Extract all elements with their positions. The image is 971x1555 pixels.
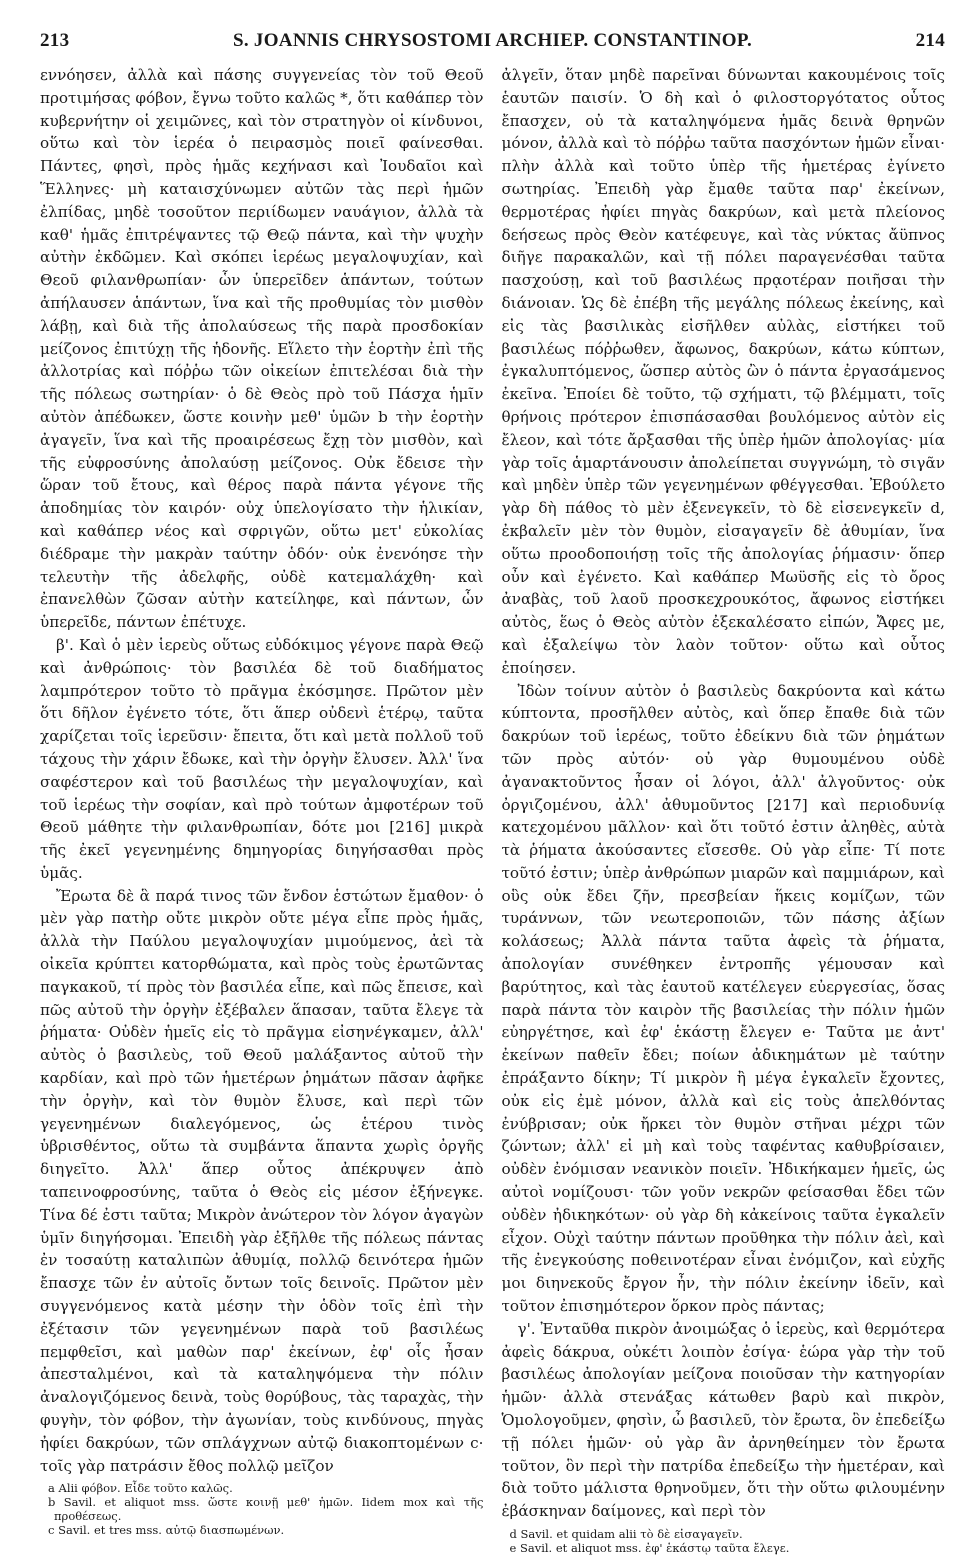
right-column bbox=[502, 64, 946, 1555]
running-title: S. JOANNIS CHRYSOSTOMI ARCHIEP. CONSTANTINOP. bbox=[232, 30, 753, 51]
paragraph: γ'. Ἐνταῦθα πικρὸν ἀνοιμώξας ὁ ἱερεὺς, καὶ θερμότερα ἀφεὶς δάκρυα, οὐκέτι λοιπὸν ἐσίγα· ἑώρα γὰρ τὴν τοῦ βασιλέως ἀπολογίαν μείζονα ποιοῦσαν τὴν κατηγορίαν ἡμῶν· ἀλλὰ στενάξας κάτωθεν βαρὺ καὶ πικρὸν, Ὁμολογοῦμεν, φησὶν, ὦ βασιλεῦ, τὸν ἔρωτα, ὃν ἐπεδείξω τῇ πόλει ἡμῶν· οὐ γὰρ ἂν ἀρνηθείημεν τὸν ἔρωτα τοῦτον, ὃν περὶ τὴν πατρίδα ἐπεδείξω τὴν ἡμετέραν, καὶ διὰ τοῦτο μάλιστα θρηνοῦμεν, ὅτι τὴν οὕτω φιλουμένην ἐβάσκηναν δαίμονες, καὶ περὶ τὸν bbox=[501, 1319, 945, 1521]
paragraph: ἀλγεῖν, ὅταν μηδὲ παρεῖναι δύνωνται κακουμένοις τοῖς ἑαυτῶν παισίν. Ὁ δὴ καὶ ὁ φιλοστοργότατος οὗτος ἔπασχεν, οὐ τὰ καταληψόμενα ἡμᾶς δεινὰ θρηνῶν μόνον, ἀλλὰ καὶ τὸ πόῤῥω ταῦτα πασχόντων ἡμῶν εἶναι· πλὴν ἀλλὰ καὶ τοῦτο ὑπὲρ τῆς ἡμετέρας ἐγίνετο σωτηρίας. Ἐπειδὴ γὰρ ἔμαθε ταῦτα παρ' ἐκείνων, θερμοτέρας ἠφίει πηγὰς δακρύων, καὶ μετὰ πλείονος δεήσεως πρὸς Θεὸν κατέφευγε, καὶ τὰς νύκτας ἄϋπνος διῆγε παρακαλῶν, καὶ τῇ πόλει παραγενέσθαι ταῦτα πασχούσῃ, καὶ τοῦ βασιλέως πρᾳοτέραν ποιῆσαι τὴν διάνοιαν. Ὡς δὲ ἐπέβη τῆς μεγάλης πόλεως ἐκείνης, καὶ εἰς τὰς βασιλικὰς εἰσῆλθεν αὐλὰς, εἱστήκει τοῦ βασιλέως πόῤῥωθεν, ἄφωνος, δακρύων, κάτω κύπτων, ἐγκαλυπτόμενος, ὥσπερ αὐτὸς ὢν ὁ πάντα ἐργασάμενος ἐκεῖνα. Ἐποίει δὲ τοῦτο, τῷ σχήματι, τῷ βλέμματι, τοῖς θρήνοις πρότερον ἐπισπάσασθαι βουλόμενος αὐτὸν εἰς ἔλεον, καὶ τότε ἄρξασθαι τῆς ὑπὲρ ἡμῶν ἀπολογίας· μία γὰρ τοῖς ἁμαρτάνουσιν ἀπολείπεται συγγνώμη, τὸ σιγᾶν καὶ μηδὲν ὑπὲρ τῶν γεγενημένων φθέγγεσθαι. Ἐβούλετο γὰρ δὴ πάθος τὸ μὲν ἐξενεγκεῖν, τὸ δὲ εἰσενεγκεῖν d, ἐκβαλεῖν μὲν τὸν θυμὸν, εἰσαγαγεῖν δὲ ἀθυμίαν, ἵνα οὕτω προοδοποιήσῃ τοῖς τῆς ἀπολογίας ῥήμασιν· ὅπερ οὖν καὶ ἐγένετο. Καὶ καθάπερ Μωϋσῆς εἰς τὸ ὄρος ἀναβὰς, τοῦ λαοῦ προσκεχρουκότος, ἄφωνος εἱστήκει αὐτὸς, ἕως ὁ Θεὸς αὐτὸν ἐξεκαλέσατο εἰπών, Ἄφες με, καὶ ἐξαλείψω τὸν λαὸν τοῦτον· οὕτω καὶ οὗτος ἐποίησεν. bbox=[501, 66, 945, 677]
page-number-right: 214 bbox=[915, 30, 945, 51]
left-column bbox=[40, 64, 484, 1555]
text-columns bbox=[40, 64, 945, 1555]
footnote: e Savil. et aliquot mss. ἐφ' ἑκάστῳ ταῦτα ἔλεγε. bbox=[509, 1541, 790, 1555]
footnotes-right bbox=[502, 1527, 946, 1555]
page-number-left: 213 bbox=[40, 30, 70, 51]
paragraph: Ἔρωτα δὲ ἃ παρά τινος τῶν ἔνδον ἑστώτων ἔμαθον· ὁ μὲν γὰρ πατὴρ οὔτε μικρὸν οὔτε μέγα εἶπε πρὸς ἡμᾶς, ἀλλὰ τὴν Παύλου μεγαλοψυχίαν μιμούμενος, ἀεὶ τὰ οἰκεῖα κρύπτει κατορθώματα, καὶ πρὸς τοὺς ἐρωτῶντας παγκακοῦ, τί πρὸς τὸν βασιλέα εἶπε, καὶ πῶς ἔπεισε, καὶ πῶς αὐτοῦ τὴν ὀργὴν ἐξέβαλεν ἅπασαν, ταῦτα ἔλεγε τὰ ῥήματα· Οὐδὲν ἡμεῖς εἰς τὸ πρᾶγμα εἰσηνέγκαμεν, ἀλλ' αὐτὸς ὁ βασιλεὺς, τοῦ Θεοῦ μαλάξαντος αὐτοῦ τὴν καρδίαν, καὶ πρὸ τῶν ἡμετέρων ῥημάτων πᾶσαν ἀφῆκε τὴν ὀργὴν, καὶ τὸν θυμὸν ἔλυσε, καὶ περὶ τῶν γεγενημένων διαλεγόμενος, ὡς ἑτέρου τινὸς ὑβρισθέντος, οὕτω τὰ συμβάντα ἅπαντα χωρὶς ὀργῆς διηγεῖτο. Ἀλλ' ἅπερ οὗτος ἀπέκρυψεν ἀπὸ ταπεινοφροσύνης, ταῦτα ὁ Θεὸς εἰς μέσον ἐξήνεγκε. Τίνα δέ ἐστι ταῦτα; Μικρὸν ἀνώτερον τὸν λόγον ἀγαγὼν ὑμῖν διηγήσομαι. Ἐπειδὴ γὰρ ἐξῆλθε τῆς πόλεως πάντας ἐν τοσαύτῃ καταλιπὼν ἀθυμίᾳ, πολλῷ δεινότερα ἡμῶν ἔπασχε τῶν ἐν αὐτοῖς ὄντων τοῖς δεινοῖς. Πρῶτον μὲν συγγενόμενος κατὰ μέσην τὴν ὁδὸν τοῖς ἐπὶ τὴν ἐξέτασιν τῶν γεγενημένων παρὰ τοῦ βασιλέως πεμφθεῖσι, καὶ μαθὼν παρ' ἐκείνων, ἐφ' οἷς ἦσαν ἀπεσταλμένοι, καὶ τὰ καταληψόμενα τὴν πόλιν ἀναλογιζόμενος δεινὰ, τοὺς θορύβους, τὰς ταραχὰς, τὴν φυγὴν, τὸν φόβον, τὴν ἀγωνίαν, τοὺς κινδύνους, πηγὰς ἠφίει δακρύων, τῶν σπλάγχνων αὐτῷ διακοπτομένων c· τοῖς γὰρ πατράσιν ἔθος πολλῷ μεῖζον bbox=[40, 886, 484, 1475]
footnote: d Savil. et quidam alii τὸ δὲ εἰσαγαγεῖν. bbox=[509, 1527, 743, 1541]
footnote: a Alii φόβον. Εἶδε τοῦτο καλῶς. bbox=[48, 1481, 233, 1496]
footnotes-left bbox=[40, 1481, 484, 1537]
footnote: b Savil. et aliquot mss. ὥστε κοινῇ μεθ' ἡμῶν. Iidem mox καὶ τῆς προθέσεως. bbox=[48, 1495, 484, 1524]
footnote: c Savil. et tres mss. αὐτῷ διασπωμένων. bbox=[48, 1523, 285, 1538]
paragraph: Ἰδὼν τοίνυν αὐτὸν ὁ βασιλεὺς δακρύοντα καὶ κάτω κύπτοντα, προσῆλθεν αὐτὸς, καὶ ὅπερ ἔπαθε διὰ τῶν δακρύων τοῦ ἱερέως, τοῦτο ἐδείκνυ διὰ τῶν ῥημάτων τῶν πρὸς αὐτόν· οὐ γὰρ θυμουμένου οὐδὲ ἀγανακτοῦντος ἦσαν οἱ λόγοι, ἀλλ' ἀλγοῦντος· οὐκ ὀργιζομένου, ἀλλ' ἀθυμοῦντος [217] καὶ περιοδυνίᾳ κατεχομένου μᾶλλον· καὶ ὅτι τοῦτό ἐστιν ἀληθὲς, αὐτὰ τὰ ῥήματα ἀκούσαντες εἴσεσθε. Οὐ γὰρ εἶπε· Τί ποτε τοῦτό ἐστιν; ὑπὲρ ἀνθρώπων μιαρῶν καὶ παμμιάρων, καὶ οὓς οὐκ ἔδει ζῆν, πρεσβείαν ἥκεις κομίζων, τῶν τυράννων, τῶν νεωτεροποιῶν, τῶν πάσης ἀξίων κολάσεως; Ἀλλὰ πάντα ταῦτα ἀφεὶς τὰ ῥήματα, ἀπολογίαν συνέθηκεν ἐντροπῆς γέμουσαν καὶ βαρύτητος, καὶ τὰς ἑαυτοῦ κατέλεγεν εὐεργεσίας, ὅσας παρὰ πάντα τὸν καιρὸν τῆς βασιλείας τὴν πόλιν ἡμῶν εὐηργέτησε, καὶ ἐφ' ἑκάστῃ ἔλεγεν e· Ταῦτα με ἀντ' ἐκείνων παθεῖν ἔδει; ποίων ἀδικημάτων μὲ ταύτην ἐπράξαντο δίκην; Τί μικρὸν ἢ μέγα ἐγκαλεῖν ἔχοντες, οὐκ εἰς ἐμὲ μόνον, ἀλλὰ καὶ εἰς τοὺς ἀπελθόντας ἐνύβρισαν; οὐκ ἤρκει τὸν θυμὸν στῆναι μέχρι τῶν ζώντων; ἀλλ' εἰ μὴ καὶ τοὺς ταφέντας καθυβρίσαιεν, οὐδὲν ἐνόμισαν νεανικὸν ποιεῖν. Ἠδικήκαμεν ἡμεῖς, ὡς αὐτοὶ νομίζουσι· τῶν γοῦν νεκρῶν φείσασθαι ἔδει τῶν οὐδὲν ἠδικηκότων· οὐ γὰρ δὴ κἀκείνοις ταῦτα ἐγκαλεῖν εἶχον. Οὐχὶ ταύτην πάντων προῦθηκα τὴν πόλιν ἀεὶ, καὶ τῆς ἐνεγκούσης ποθεινοτέραν εἶναι ἐνόμιζον, καὶ εὐχῆς μοι διηνεκοῦς ἔργον ἦν, τὴν πόλιν ἐκείνην ἰδεῖν, καὶ τοῦτον ἐπισημότερον ὅρκον πρὸς πάντας; bbox=[501, 681, 945, 1316]
running-head bbox=[40, 30, 945, 56]
paragraph: β'. Καὶ ὁ μὲν ἱερεὺς οὕτως εὐδόκιμος γέγονε παρὰ Θεῷ καὶ ἀνθρώποις· τὸν βασιλέα δὲ τοῦ διαδήματος λαμπρότερον τοῦτο τὸ πρᾶγμα ἐκόσμησε. Πρῶτον μὲν ὅτι δῆλον ἐγένετο τότε, ὅτι ἅπερ οὐδενὶ ἑτέρῳ, ταῦτα χαρίζεται τοῖς ἱερεῦσιν· ἔπειτα, ὅτι καὶ μετὰ πολλοῦ τοῦ τάχους τὴν χάριν ἔδωκε, καὶ τὴν ὀργὴν ἔλυσεν. Ἀλλ' ἵνα σαφέστερον καὶ τοῦ βασιλέως τὴν μεγαλοψυχίαν, καὶ τοῦ ἱερέως τὴν σοφίαν, καὶ πρὸ τούτων ἀμφοτέρων τοῦ Θεοῦ μάθητε τὴν φιλανθρωπίαν, δότε μοι [216] μικρὰ τῆς ἐκεῖ γεγενημένης δημηγορίας διηγήσασθαι πρὸς ὑμᾶς. bbox=[40, 635, 484, 882]
paragraph: εννόησεν, ἀλλὰ καὶ πάσης συγγενείας τὸν τοῦ Θεοῦ προτιμήσας φόβον, ἔγνω τοῦτο καλῶς *, ὅτι καθάπερ τὸν κυβερνήτην οἱ χειμῶνες, καὶ τὸν στρατηγὸν οἱ κίνδυνοι, οὕτω καὶ τὸν ἱερέα ὁ πειρασμὸς ποιεῖ φαίνεσθαι. Πάντες, φησὶ, πρὸς ἡμᾶς κεχήνασι καὶ Ἰουδαῖοι καὶ Ἕλληνες· μὴ καταισχύνωμεν αὐτῶν τὰς περὶ ἡμῶν ἐλπίδας, μηδὲ τοσοῦτον περιίδωμεν ναυάγιον, ἀλλὰ τὰ καθ' ἡμᾶς ἐπιτρέψαντες τῷ Θεῷ πάντα, καὶ τὴν ψυχὴν αὐτὴν ἐκδῶμεν. Καὶ σκόπει ἱερέως μεγαλοψυχίαν, καὶ Θεοῦ φιλανθρωπίαν· ὧν ὑπερεῖδεν ἁπάντων, τούτων ἀπήλαυσεν ἁπάντων, ἵνα καὶ τῆς προθυμίας τὸν μισθὸν λάβῃ, καὶ διὰ τῆς ἀπολαύσεως τῆς παρὰ προσδοκίαν μείζονος ἐπιτύχῃ τῆς ἡδονῆς. Εἵλετο τὴν ἑορτὴν ἐπὶ τῆς ἀλλοτρίας καὶ πόῤῥω τῶν οἰκείων ἐπιτελέσαι διὰ τὴν τῆς πόλεως σωτηρίαν· ὁ δὲ Θεὸς πρὸ τοῦ Πάσχα ἡμῖν αὐτὸν ἀπέδωκεν, ὥστε κοινὴν μεθ' ὑμῶν b τὴν ἑορτὴν ἀγαγεῖν, ἵνα καὶ τῆς προαιρέσεως ἔχῃ τὸν μισθὸν, καὶ τῆς εὐφροσύνης ἀπολαύσῃ μείζονος. Οὐκ ἔδεισε τὴν ὥραν τοῦ ἔτους, καὶ θέρος παρὰ πάντα γέγονε τῆς ἀποδημίας τὸν καιρόν· οὐχ ὑπελογίσατο τὴν ἡλικίαν, καὶ καθάπερ νέος καὶ σφριγῶν, οὕτω μετ' εὐκολίας διέδραμε τὴν μακρὰν ταύτην ὁδόν· οὐκ ἐνενόησε τὴν τελευτὴν τῆς ἀδελφῆς, οὐδὲ κατεμαλάχθη· καὶ ἐπανελθὼν ζῶσαν αὐτὴν κατείληφε, καὶ πάντων, ὧν ὑπερεῖδε, πάντων ἐπέτυχε. bbox=[40, 66, 484, 632]
